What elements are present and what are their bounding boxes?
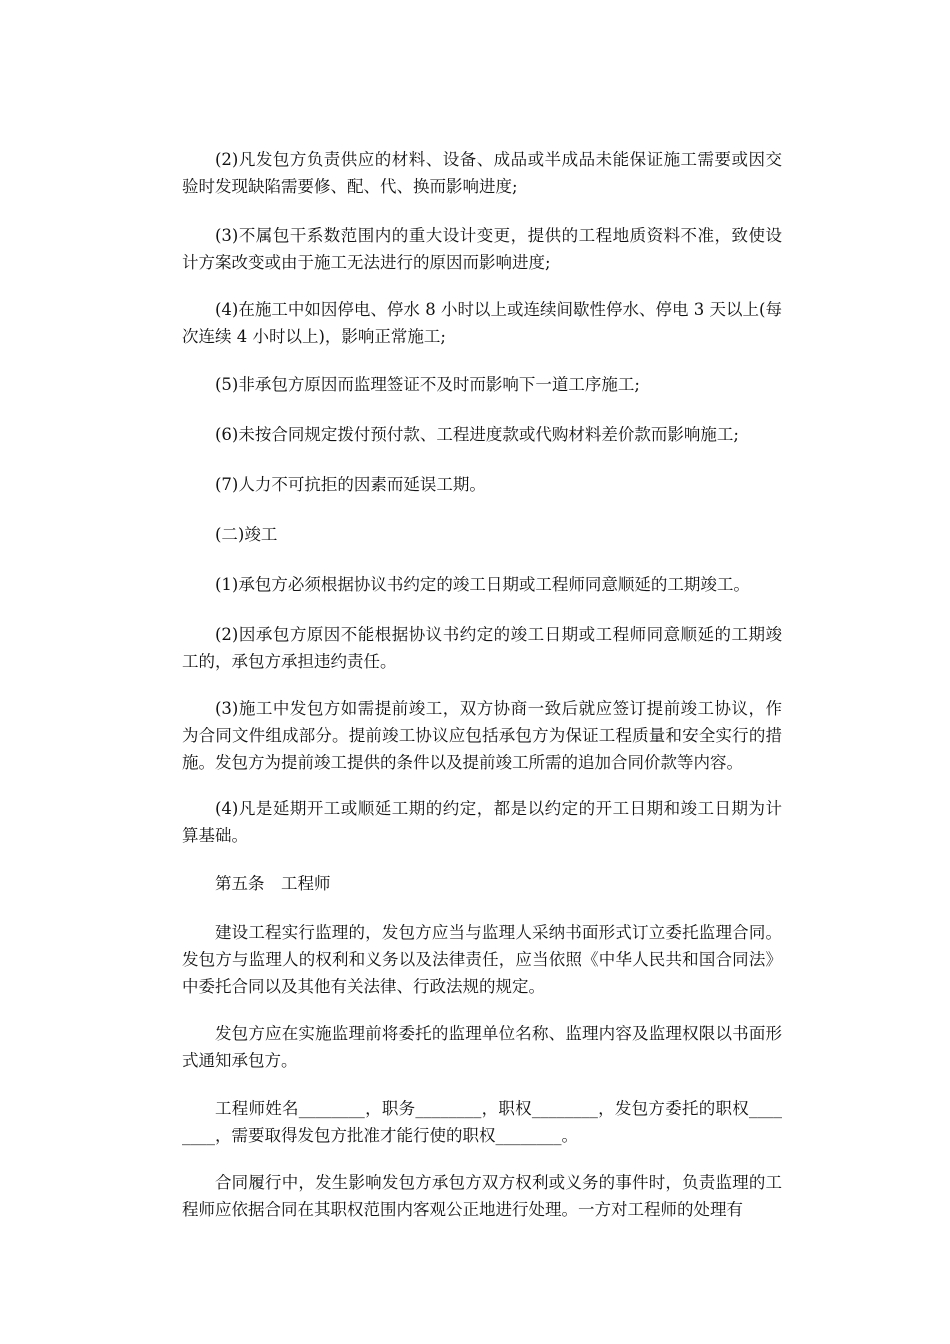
article-heading-engineer: 第五条 工程师 [215, 874, 331, 893]
paragraph-engineer-handling: 合同履行中，发生影响发包方承包方双方权利或义务的事件时，负责监理的工程师应依据合同在其职权范围内客观公正地进行处理。一方对工程师的处理有 [182, 1173, 782, 1219]
paragraph-delay-cause-5: (5)非承包方原因而监理签证不及时而影响下一道工序施工; [215, 375, 640, 394]
paragraph-supervision-notice: 发包方应在实施监理前将委托的监理单位名称、监理内容及监理权限以书面形式通知承包方。 [182, 1024, 782, 1070]
document-page [182, 0, 782, 1344]
paragraph-completion-3: (3)施工中发包方如需提前竣工，双方协商一致后就应签订提前竣工协议，作为合同文件组成部分。提前竣工协议应包括承包方为保证工程质量和安全实行的措施。发包方为提前竣工提供的条件以及提前竣工所需的追加合同价款等内容。 [182, 699, 782, 772]
paragraph-completion-1: (1)承包方必须根据协议书约定的竣工日期或工程师同意顺延的工期竣工。 [215, 575, 750, 594]
paragraph-delay-cause-2: (2)凡发包方负责供应的材料、设备、成品或半成品未能保证施工需要或因交验时发现缺陷需要修、配、代、换而影响进度; [182, 150, 782, 196]
paragraph-delay-cause-6: (6)未按合同规定拨付预付款、工程进度款或代购材料差价款而影响施工; [215, 425, 739, 444]
paragraph-completion-4: (4)凡是延期开工或顺延工期的约定，都是以约定的开工日期和竣工日期为计算基础。 [182, 799, 782, 845]
paragraph-completion-2: (2)因承包方原因不能根据协议书约定的竣工日期或工程师同意顺延的工期竣工的，承包方承担违约责任。 [182, 625, 782, 671]
paragraph-engineer-details: 工程师姓名________，职务________，职权________，发包方委托的职权________，需要取得发包方批准才能行使的职权________。 [182, 1099, 782, 1145]
section-heading-completion: (二)竣工 [215, 525, 278, 544]
paragraph-delay-cause-4: (4)在施工中如因停电、停水 8 小时以上或连续间歇性停水、停电 3 天以上(每次连续 4 小时以上)，影响正常施工; [182, 300, 782, 346]
paragraph-supervision-contract: 建设工程实行监理的，发包方应当与监理人采纳书面形式订立委托监理合同。发包方与监理人的权利和义务以及法律责任，应当依照《中华人民共和国合同法》中委托合同以及其他有关法律、行政法规的规定。 [182, 923, 782, 996]
paragraph-delay-cause-7: (7)人力不可抗拒的因素而延误工期。 [215, 475, 486, 494]
paragraph-delay-cause-3: (3)不属包干系数范围内的重大设计变更，提供的工程地质资料不准，致使设计方案改变或由于施工无法进行的原因而影响进度; [182, 226, 782, 272]
